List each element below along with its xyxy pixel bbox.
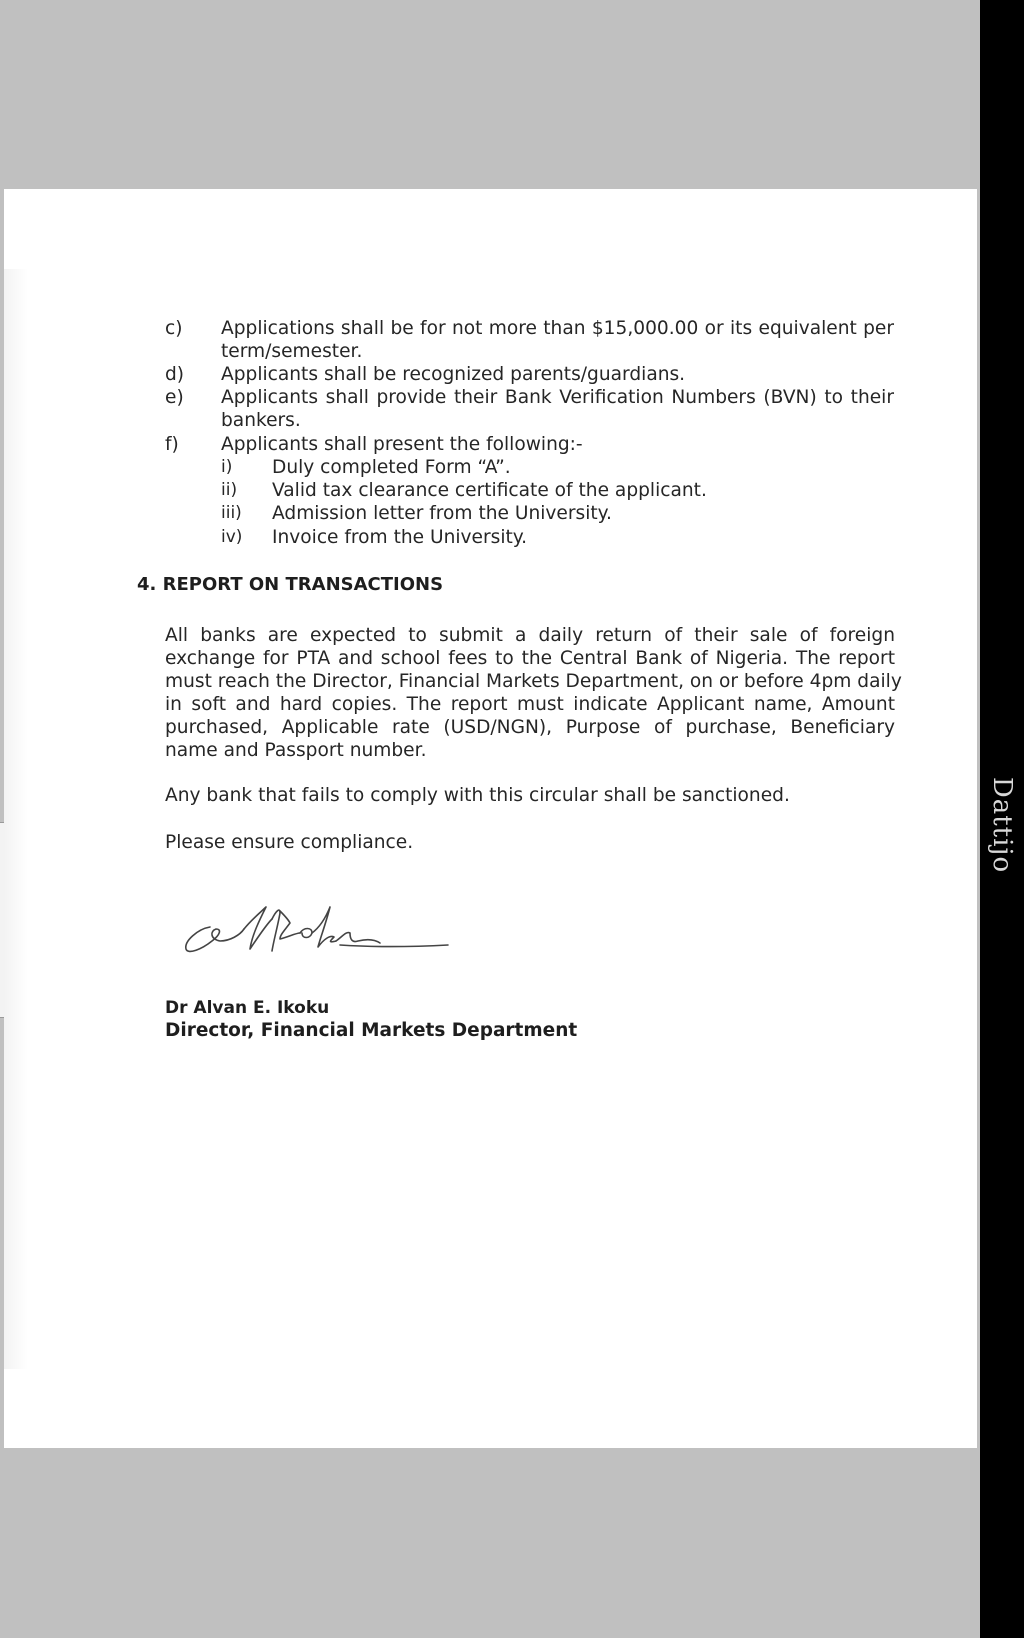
list-item-label: c) — [165, 318, 183, 339]
sub-list-item-label: ii) — [221, 480, 238, 500]
sub-list-item-label: iv) — [221, 527, 243, 547]
paragraph-line: purchased, Applicable rate (USD/NGN), Purpose of purchase, Beneficiary — [165, 717, 895, 738]
sub-list-item-label: iii) — [221, 503, 242, 523]
list-item-text: Applicants shall present the following:- — [221, 434, 583, 455]
paragraph-line: in soft and hard copies. The report must indicate Applicant name, Amount — [165, 694, 895, 715]
paragraph-line: exchange for PTA and school fees to the Central Bank of Nigeria. The report — [165, 648, 895, 669]
signatory-name: Dr Alvan E. Ikoku — [165, 998, 330, 1018]
paragraph-line: must reach the Director, Financial Markets Department, on or before 4pm daily — [165, 671, 902, 692]
list-item-label: f) — [165, 434, 179, 455]
list-item-text: Applications shall be for not more than $15,000.00 or its equivalent per — [221, 318, 894, 339]
list-item-label: d) — [165, 364, 185, 385]
sanction-text: Any bank that fails to comply with this circular shall be sanctioned. — [165, 785, 790, 806]
paragraph-line: name and Passport number. — [165, 740, 427, 761]
sub-list-item-text: Invoice from the University. — [272, 527, 528, 548]
paragraph-line: All banks are expected to submit a daily return of their sale of foreign — [165, 625, 895, 646]
signatory-title: Director, Financial Markets Department — [165, 1020, 578, 1041]
list-item-label: e) — [165, 387, 184, 408]
signature — [180, 889, 470, 969]
list-item-text: bankers. — [221, 410, 301, 431]
sub-list-item-text: Valid tax clearance certificate of the applicant. — [272, 480, 707, 501]
page-edge-shade — [4, 269, 28, 1369]
watermark: Dattijo — [987, 776, 1017, 874]
section-heading: 4. REPORT ON TRANSACTIONS — [137, 574, 444, 595]
sub-list-item-label: i) — [221, 457, 233, 477]
document-page — [4, 189, 977, 1448]
sub-list-item-text: Duly completed Form “A”. — [272, 457, 511, 478]
closing-text: Please ensure compliance. — [165, 832, 414, 853]
list-item-text: Applicants shall be recognized parents/guardians. — [221, 364, 686, 385]
list-item-text: Applicants shall provide their Bank Verification Numbers (BVN) to their — [221, 387, 894, 408]
list-item-text: term/semester. — [221, 341, 363, 362]
sub-list-item-text: Admission letter from the University. — [272, 503, 612, 524]
